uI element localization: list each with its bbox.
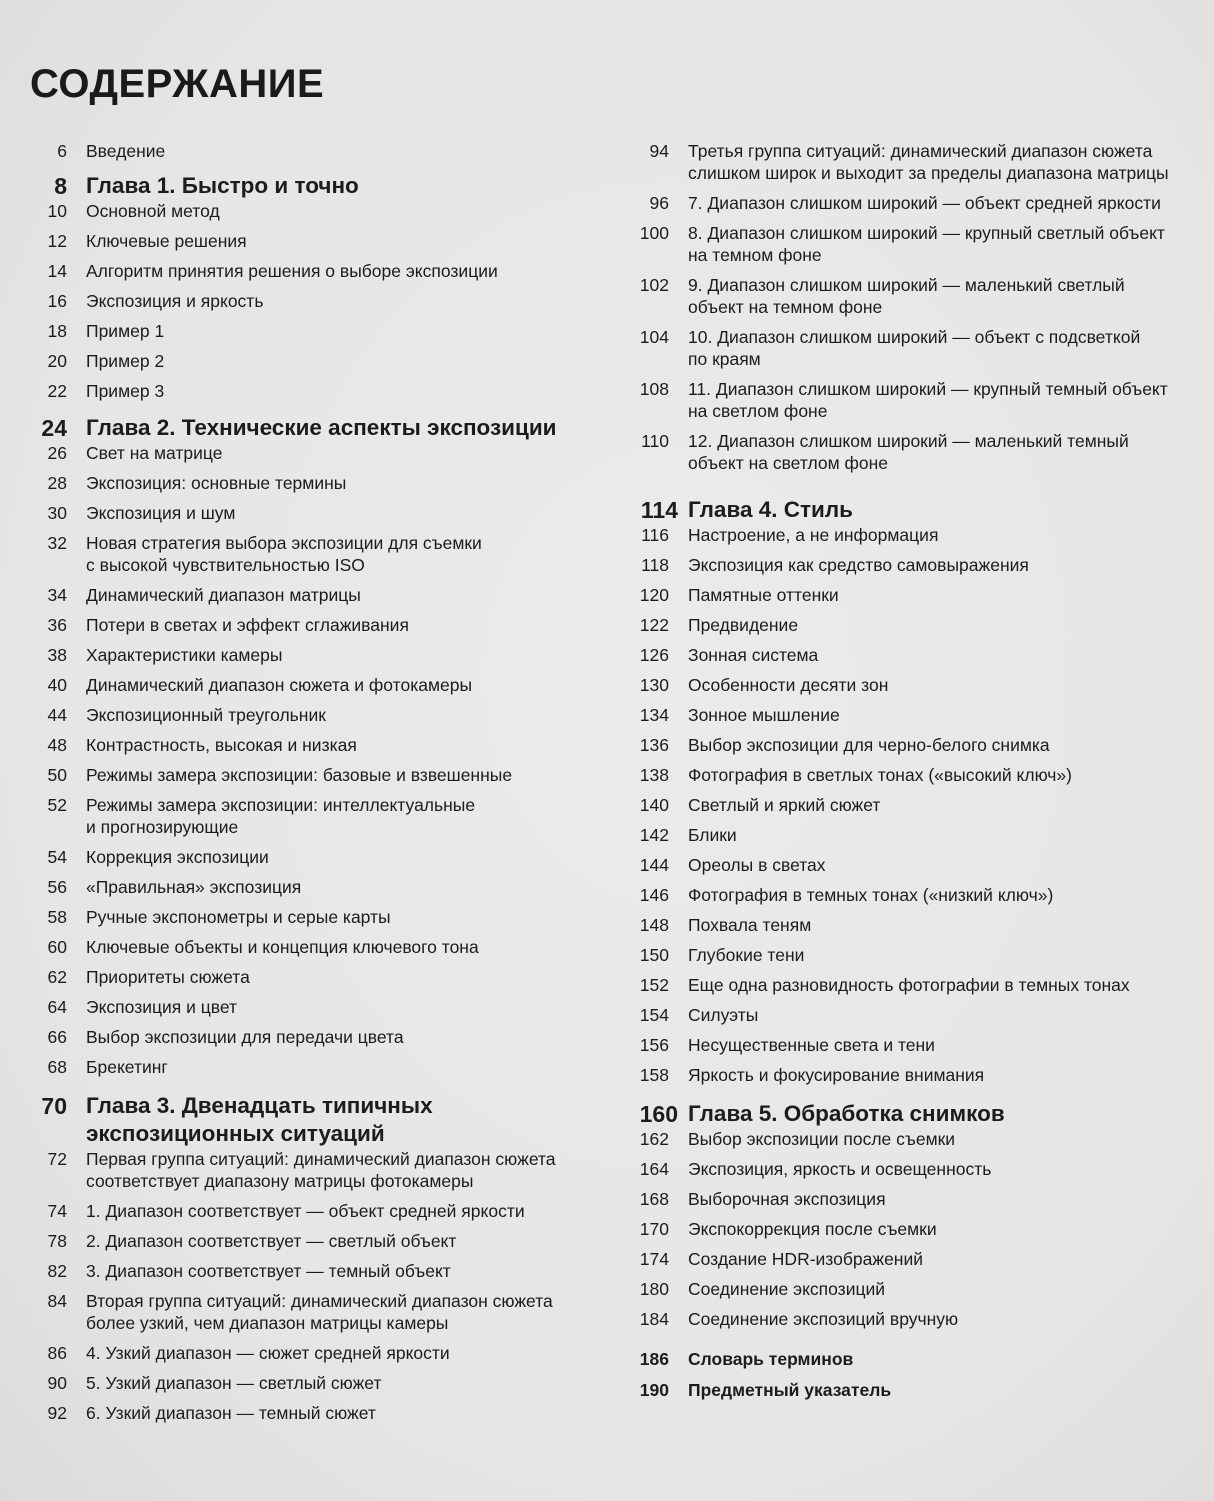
toc-entry bbox=[0, 1026, 610, 1048]
entry-title: 8. Диапазон слишком широкий — крупный светлый объект bbox=[688, 223, 1165, 243]
toc-entry bbox=[602, 974, 1214, 996]
entry-title-continued: на светлом фоне bbox=[688, 401, 828, 421]
page-number: 26 bbox=[47, 443, 67, 463]
page-number: 86 bbox=[47, 1343, 67, 1363]
entry-title: Контрастность, высокая и низкая bbox=[86, 735, 357, 755]
toc-entry bbox=[602, 222, 1214, 266]
toc-entry bbox=[0, 200, 610, 222]
entry-title: 10. Диапазон слишком широкий — объект с подсветкой bbox=[688, 327, 1141, 347]
toc-entry bbox=[0, 350, 610, 372]
entry-title-continued: по краям bbox=[688, 349, 761, 369]
entry-title: Предвидение bbox=[688, 615, 799, 635]
page-number: 136 bbox=[639, 735, 669, 755]
entry-title: Приоритеты сюжета bbox=[86, 967, 250, 987]
entry-title: Похвала теням bbox=[688, 915, 812, 935]
toc-entry bbox=[602, 794, 1214, 816]
toc-entry bbox=[0, 532, 610, 576]
page-number: 6 bbox=[57, 141, 67, 161]
page-number: 68 bbox=[47, 1057, 67, 1077]
toc-entry bbox=[0, 1260, 610, 1282]
toc-entry bbox=[602, 1379, 1214, 1401]
entry-title-continued: и прогнозирующие bbox=[86, 817, 239, 837]
toc-entry bbox=[0, 320, 610, 342]
entry-title: 6. Узкий диапазон — темный сюжет bbox=[86, 1403, 376, 1423]
toc-entry bbox=[602, 430, 1214, 474]
entry-title: Динамический диапазон матрицы bbox=[86, 585, 361, 605]
page-number: 164 bbox=[639, 1159, 669, 1179]
entry-title: Введение bbox=[86, 141, 166, 161]
entry-title-continued: объект на темном фоне bbox=[688, 297, 883, 317]
page-number: 28 bbox=[47, 473, 67, 493]
toc-entry bbox=[0, 644, 610, 666]
page-number: 60 bbox=[47, 937, 67, 957]
page-number: 54 bbox=[47, 847, 67, 867]
toc-entry bbox=[602, 674, 1214, 696]
toc-entry bbox=[0, 674, 610, 696]
toc-entry bbox=[602, 944, 1214, 966]
page-number: 102 bbox=[639, 275, 669, 295]
toc-entry bbox=[602, 1158, 1214, 1180]
entry-title-continued: экспозиционных ситуаций bbox=[86, 1121, 385, 1146]
toc-entry bbox=[0, 846, 610, 868]
page-number: 138 bbox=[639, 765, 669, 785]
entry-title: Пример 1 bbox=[86, 321, 165, 341]
entry-title: 5. Узкий диапазон — светлый сюжет bbox=[86, 1373, 382, 1393]
toc-entry bbox=[0, 1402, 610, 1424]
entry-title: 2. Диапазон соответствует — светлый объект bbox=[86, 1231, 457, 1251]
toc-entry bbox=[0, 260, 610, 282]
toc-entry bbox=[602, 378, 1214, 422]
entry-title: 9. Диапазон слишком широкий — маленький светлый bbox=[688, 275, 1125, 295]
toc-entry bbox=[0, 472, 610, 494]
page-title: СОДЕРЖАНИЕ bbox=[30, 62, 325, 106]
page-number: 92 bbox=[47, 1403, 67, 1423]
toc-entry bbox=[602, 1004, 1214, 1026]
entry-title: 1. Диапазон соответствует — объект средней яркости bbox=[86, 1201, 525, 1221]
toc-entry bbox=[0, 584, 610, 606]
entry-title: Фотография в темных тонах («низкий ключ») bbox=[688, 885, 1054, 905]
page-number: 70 bbox=[41, 1093, 67, 1119]
page-number: 94 bbox=[649, 141, 669, 161]
entry-title: Выбор экспозиции для черно-белого снимка bbox=[688, 735, 1050, 755]
toc-entry bbox=[0, 734, 610, 756]
entry-title: Выбор экспозиции после съемки bbox=[688, 1129, 956, 1149]
toc-entry bbox=[0, 906, 610, 928]
page-number: 126 bbox=[639, 645, 669, 665]
entry-title: «Правильная» экспозиция bbox=[86, 877, 302, 897]
entry-title-continued: с высокой чувствительностью ISO bbox=[86, 555, 365, 575]
entry-title: Новая стратегия выбора экспозиции для съемки bbox=[86, 533, 482, 553]
toc-entry bbox=[602, 764, 1214, 786]
toc-entry bbox=[0, 230, 610, 252]
entry-title: Настроение, а не информация bbox=[688, 525, 939, 545]
page-number: 158 bbox=[639, 1065, 669, 1085]
entry-title: Свет на матрице bbox=[86, 443, 223, 463]
toc-entry bbox=[0, 380, 610, 402]
page-number: 72 bbox=[47, 1149, 67, 1169]
entry-title: Динамический диапазон сюжета и фотокамеры bbox=[86, 675, 473, 695]
toc-entry bbox=[602, 734, 1214, 756]
toc-entry bbox=[0, 996, 610, 1018]
entry-title: Зонная система bbox=[688, 645, 819, 665]
toc-entry bbox=[602, 524, 1214, 546]
entry-title: Брекетинг bbox=[86, 1057, 168, 1077]
page-number: 84 bbox=[47, 1291, 67, 1311]
page-number: 30 bbox=[47, 503, 67, 523]
entry-title: Соединение экспозиций вручную bbox=[688, 1309, 959, 1329]
toc-entry bbox=[0, 704, 610, 726]
page-number: 10 bbox=[47, 201, 67, 221]
entry-title-continued: слишком широк и выходит за пределы диапазона матрицы bbox=[688, 163, 1169, 183]
page-number: 114 bbox=[640, 497, 678, 523]
page-number: 104 bbox=[639, 327, 669, 347]
page-number: 56 bbox=[47, 877, 67, 897]
entry-title: Силуэты bbox=[688, 1005, 759, 1025]
toc-entry bbox=[0, 502, 610, 524]
toc-entry bbox=[0, 1148, 610, 1192]
entry-title: Пример 2 bbox=[86, 351, 165, 371]
page-number: 140 bbox=[639, 795, 669, 815]
entry-title: Соединение экспозиций bbox=[688, 1279, 886, 1299]
toc-entry bbox=[0, 764, 610, 786]
entry-title: Памятные оттенки bbox=[688, 585, 839, 605]
entry-title-continued: на темном фоне bbox=[688, 245, 822, 265]
page-number: 16 bbox=[47, 291, 67, 311]
toc-entry bbox=[602, 884, 1214, 906]
entry-title: 11. Диапазон слишком широкий — крупный темный объект bbox=[688, 379, 1168, 399]
page-number: 122 bbox=[639, 615, 669, 635]
page-number: 150 bbox=[639, 945, 669, 965]
toc-chapter bbox=[602, 496, 1214, 524]
page-number: 170 bbox=[639, 1219, 669, 1239]
toc-entry bbox=[0, 936, 610, 958]
page-number: 144 bbox=[639, 855, 669, 875]
toc-entry bbox=[602, 1278, 1214, 1300]
entry-title: Экспозиция: основные термины bbox=[86, 473, 347, 493]
page-number: 12 bbox=[47, 231, 67, 251]
toc-entry bbox=[602, 614, 1214, 636]
entry-title: Экспозиция и яркость bbox=[86, 291, 264, 311]
entry-title: Ключевые решения bbox=[86, 231, 247, 251]
entry-title: Режимы замера экспозиции: интеллектуальные bbox=[86, 795, 476, 815]
page-number: 44 bbox=[47, 705, 67, 725]
toc-entry bbox=[602, 1218, 1214, 1240]
entry-title: Экспозиционный треугольник bbox=[86, 705, 326, 725]
toc-entry bbox=[0, 1372, 610, 1394]
entry-title: Выборочная экспозиция bbox=[688, 1189, 886, 1209]
page-number: 100 bbox=[639, 223, 669, 243]
entry-title: Особенности десяти зон bbox=[688, 675, 889, 695]
page-number: 134 bbox=[639, 705, 669, 725]
toc-chapter bbox=[0, 414, 610, 442]
entry-title: Алгоритм принятия решения о выборе экспозиции bbox=[86, 261, 498, 281]
toc-entry bbox=[0, 876, 610, 898]
page-number: 40 bbox=[47, 675, 67, 695]
page-number: 142 bbox=[639, 825, 669, 845]
toc-entry bbox=[0, 290, 610, 312]
page-number: 162 bbox=[639, 1129, 669, 1149]
page-number: 156 bbox=[639, 1035, 669, 1055]
page-number: 78 bbox=[47, 1231, 67, 1251]
toc-entry bbox=[602, 274, 1214, 318]
page-number: 58 bbox=[47, 907, 67, 927]
entry-title: Экспозиция и шум bbox=[86, 503, 236, 523]
toc-entry bbox=[0, 140, 610, 162]
toc-entry bbox=[0, 614, 610, 636]
page-number: 66 bbox=[47, 1027, 67, 1047]
page-number: 22 bbox=[47, 381, 67, 401]
entry-title: Вторая группа ситуаций: динамический диапазон сюжета bbox=[86, 1291, 553, 1311]
page-number: 148 bbox=[639, 915, 669, 935]
entry-title: 12. Диапазон слишком широкий — маленький темный bbox=[688, 431, 1129, 451]
page-number: 184 bbox=[639, 1309, 669, 1329]
toc-entry bbox=[602, 192, 1214, 214]
entry-title: Глава 1. Быстро и точно bbox=[86, 173, 359, 198]
entry-title: Еще одна разновидность фотографии в темных тонах bbox=[688, 975, 1130, 995]
page-number: 82 bbox=[47, 1261, 67, 1281]
entry-title: Создание HDR-изображений bbox=[688, 1249, 924, 1269]
page-number: 108 bbox=[639, 379, 669, 399]
toc-entry bbox=[602, 1248, 1214, 1270]
entry-title: Коррекция экспозиции bbox=[86, 847, 269, 867]
toc-entry bbox=[602, 1064, 1214, 1086]
entry-title: Глубокие тени bbox=[688, 945, 805, 965]
page-number: 74 bbox=[47, 1201, 67, 1221]
toc-entry bbox=[0, 1342, 610, 1364]
toc-entry bbox=[0, 1230, 610, 1252]
entry-title-continued: более узкий, чем диапазон матрицы камеры bbox=[86, 1313, 449, 1333]
toc-right-column bbox=[602, 140, 1214, 1410]
toc-left-column bbox=[0, 140, 610, 1432]
entry-title: Экспозиция и цвет bbox=[86, 997, 238, 1017]
page-number: 8 bbox=[54, 173, 67, 199]
entry-title: Ореолы в светах bbox=[688, 855, 826, 875]
toc-entry bbox=[602, 644, 1214, 666]
page-number: 110 bbox=[641, 431, 669, 451]
toc-entry bbox=[602, 1034, 1214, 1056]
entry-title: Яркость и фокусирование внимания bbox=[688, 1065, 985, 1085]
toc-entry bbox=[602, 1348, 1214, 1370]
entry-title: Потери в светах и эффект сглаживания bbox=[86, 615, 409, 635]
toc-entry bbox=[0, 1056, 610, 1078]
toc-entry bbox=[0, 1290, 610, 1334]
page-number: 64 bbox=[47, 997, 67, 1017]
toc-entry bbox=[0, 966, 610, 988]
page-number: 38 bbox=[47, 645, 67, 665]
entry-title: Словарь терминов bbox=[688, 1349, 854, 1369]
toc-entry bbox=[602, 854, 1214, 876]
page-number: 116 bbox=[641, 525, 669, 545]
entry-title: Третья группа ситуаций: динамический диапазон сюжета bbox=[688, 141, 1153, 161]
toc-entry bbox=[602, 1308, 1214, 1330]
toc-chapter bbox=[602, 1100, 1214, 1128]
toc-entry bbox=[602, 824, 1214, 846]
toc-entry bbox=[602, 914, 1214, 936]
entry-title: Основной метод bbox=[86, 201, 220, 221]
entry-title: Фотография в светлых тонах («высокий ключ») bbox=[688, 765, 1072, 785]
entry-title-continued: объект на светлом фоне bbox=[688, 453, 889, 473]
toc-chapter bbox=[0, 172, 610, 200]
page-number: 34 bbox=[47, 585, 67, 605]
page-number: 50 bbox=[47, 765, 67, 785]
page-number: 154 bbox=[639, 1005, 669, 1025]
page-number: 48 bbox=[47, 735, 67, 755]
entry-title: Глава 2. Технические аспекты экспозиции bbox=[86, 415, 557, 440]
entry-title: Несущественные света и тени bbox=[688, 1035, 935, 1055]
page-number: 36 bbox=[47, 615, 67, 635]
page-number: 120 bbox=[639, 585, 669, 605]
toc-entry bbox=[0, 794, 610, 838]
page-number: 130 bbox=[639, 675, 669, 695]
page-number: 180 bbox=[639, 1279, 669, 1299]
entry-title: Пример 3 bbox=[86, 381, 165, 401]
page-number: 174 bbox=[639, 1249, 669, 1269]
page-number: 62 bbox=[47, 967, 67, 987]
page-number: 190 bbox=[639, 1380, 669, 1400]
toc-entry bbox=[602, 1188, 1214, 1210]
entry-title: 7. Диапазон слишком широкий — объект средней яркости bbox=[688, 193, 1161, 213]
entry-title: Режимы замера экспозиции: базовые и взвешенные bbox=[86, 765, 513, 785]
toc-entry bbox=[602, 1128, 1214, 1150]
toc-entry bbox=[602, 140, 1214, 184]
entry-title: Блики bbox=[688, 825, 737, 845]
page-number: 24 bbox=[41, 415, 67, 441]
entry-title: Выбор экспозиции для передачи цвета bbox=[86, 1027, 404, 1047]
entry-title: Ключевые объекты и концепция ключевого тона bbox=[86, 937, 479, 957]
entry-title: Экспозиция как средство самовыражения bbox=[688, 555, 1029, 575]
toc-entry bbox=[602, 326, 1214, 370]
entry-title: Глава 3. Двенадцать типичных bbox=[86, 1093, 433, 1118]
toc-chapter bbox=[0, 1092, 610, 1148]
page-number: 118 bbox=[641, 555, 669, 575]
page-number: 52 bbox=[47, 795, 67, 815]
entry-title: Зонное мышление bbox=[688, 705, 840, 725]
toc-entry bbox=[0, 1200, 610, 1222]
page-number: 146 bbox=[639, 885, 669, 905]
entry-title: Экспокоррекция после съемки bbox=[688, 1219, 937, 1239]
page-number: 90 bbox=[47, 1373, 67, 1393]
toc-entry bbox=[602, 554, 1214, 576]
entry-title: Характеристики камеры bbox=[86, 645, 283, 665]
toc-entry bbox=[602, 704, 1214, 726]
entry-title: Ручные экспонометры и серые карты bbox=[86, 907, 391, 927]
entry-title: 4. Узкий диапазон — сюжет средней яркости bbox=[86, 1343, 450, 1363]
page-number: 152 bbox=[639, 975, 669, 995]
entry-title: Предметный указатель bbox=[688, 1380, 892, 1400]
page-number: 96 bbox=[649, 193, 669, 213]
entry-title-continued: соответствует диапазону матрицы фотокамеры bbox=[86, 1171, 474, 1191]
entry-title: Глава 4. Стиль bbox=[688, 497, 853, 522]
entry-title: 3. Диапазон соответствует — темный объект bbox=[86, 1261, 451, 1281]
entry-title: Светлый и яркий сюжет bbox=[688, 795, 881, 815]
page-number: 32 bbox=[47, 533, 67, 553]
entry-title: Экспозиция, яркость и освещенность bbox=[688, 1159, 992, 1179]
toc-entry bbox=[602, 584, 1214, 606]
page-number: 168 bbox=[639, 1189, 669, 1209]
page-number: 186 bbox=[639, 1349, 669, 1369]
toc-entry bbox=[0, 442, 610, 464]
page-number: 20 bbox=[47, 351, 67, 371]
entry-title: Первая группа ситуаций: динамический диапазон сюжета bbox=[86, 1149, 556, 1169]
page-number: 160 bbox=[639, 1101, 678, 1127]
page-number: 18 bbox=[47, 321, 67, 341]
entry-title: Глава 5. Обработка снимков bbox=[688, 1101, 1005, 1126]
page-number: 14 bbox=[47, 261, 67, 281]
